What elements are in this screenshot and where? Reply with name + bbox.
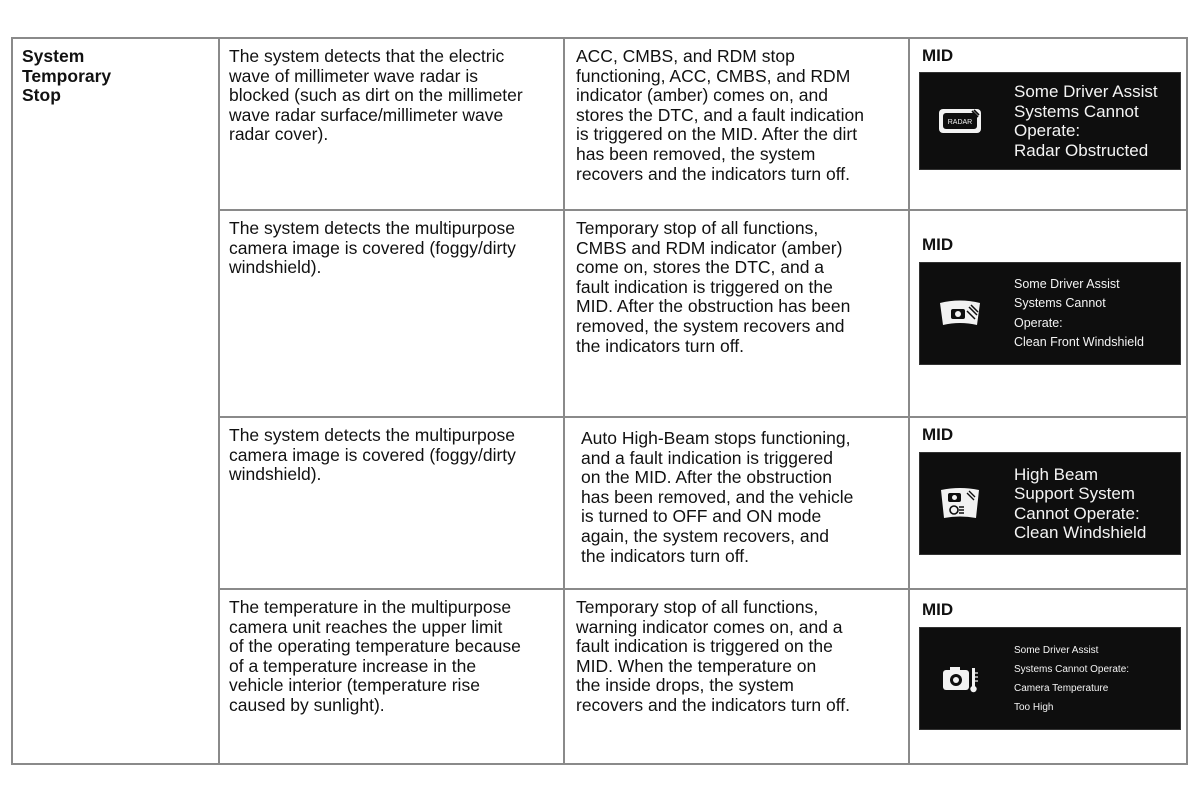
mid-display (919, 262, 1181, 365)
radar-obstructed-icon (920, 107, 1000, 135)
camera-temperature-icon (920, 664, 1000, 694)
condition-text: The system detects the multipurpose camera image is covered (foggy/dirty windshield). (229, 218, 516, 278)
camera-high-beam-icon (920, 486, 1000, 522)
table-row (12, 38, 1187, 210)
svg-text:RADAR: RADAR (947, 119, 973, 126)
mid-label: MID (922, 235, 954, 254)
action-text: ACC, CMBS, and RDM stop functioning, ACC, CMBS, and RDM indicator (amber) comes on, and stores the DTC, and a fault indication is triggered on the MID. After the dirt has been removed, the system recovers and the indicators turn off. (576, 46, 864, 184)
mid-message: High Beam Support System Cannot Operate: Clean Windshield (1014, 464, 1147, 542)
condition-cell (219, 210, 564, 417)
condition-cell (219, 417, 564, 589)
mid-label: MID (922, 425, 954, 444)
action-cell (564, 38, 909, 210)
mid-label: MID (922, 600, 954, 619)
mid-message: Some Driver Assist Systems Cannot Operate: Camera Temperature Too High (1014, 644, 1130, 713)
category-label: System Temporary Stop (22, 46, 112, 106)
action-text: Temporary stop of all functions, warning indicator comes on, and a fault indication is triggered on the MID. When the temperature on the inside drops, the system recovers and the indicators turn off. (576, 597, 850, 715)
mid-label: MID (922, 46, 954, 65)
condition-text: The system detects the multipurpose camera image is covered (foggy/dirty windshield). (229, 425, 516, 485)
camera-windshield-icon (920, 299, 1000, 329)
mid-display (919, 72, 1181, 170)
category-cell (12, 38, 219, 764)
action-cell (564, 210, 909, 417)
mid-display (919, 452, 1181, 555)
mid-message: Some Driver Assist Systems Cannot Operate: Clean Front Windshield (1014, 276, 1144, 349)
mid-cell (909, 210, 1187, 417)
mid-cell (909, 589, 1187, 764)
condition-text: The temperature in the multipurpose camera unit reaches the upper limit of the operating temperature because of a temperature increase in the vehicle interior (temperature rise caused by sunlight). (229, 597, 521, 715)
mid-message: Some Driver Assist Systems Cannot Operate: Radar Obstructed (1014, 82, 1158, 160)
condition-cell (219, 38, 564, 210)
action-text: Auto High-Beam stops functioning, and a fault indication is triggered on the MID. After the obstruction has been removed, and the vehicle is turned to OFF and ON mode again, the system recovers, and the indicators turn off. (581, 428, 854, 566)
mid-cell (909, 38, 1187, 210)
mid-cell (909, 417, 1187, 589)
action-cell (564, 589, 909, 764)
mid-display (919, 627, 1181, 730)
system-temporary-stop-table (11, 37, 1188, 765)
action-text: Temporary stop of all functions, CMBS and RDM indicator (amber) come on, stores the DTC, and a fault indication is triggered on the MID. After the obstruction has been removed, the system recovers and the indicators turn off. (576, 218, 851, 356)
condition-text: The system detects that the electric wave of millimeter wave radar is blocked (such as dirt on the millimeter wave radar surface/millimeter wave radar cover). (229, 46, 523, 145)
condition-cell (219, 589, 564, 764)
action-cell (564, 417, 909, 589)
